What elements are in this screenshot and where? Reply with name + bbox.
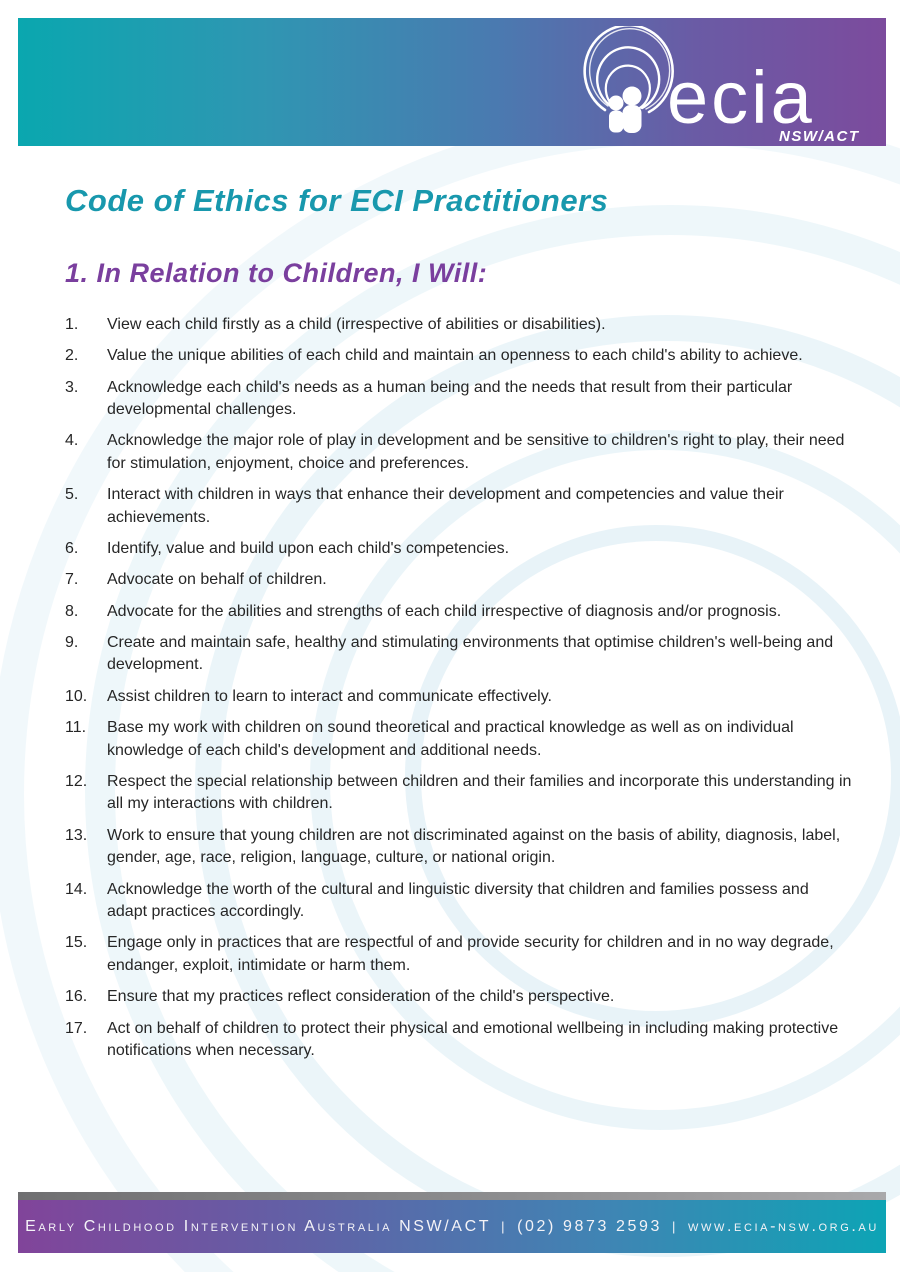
main-content — [0, 146, 900, 1062]
list-item — [65, 314, 855, 336]
list-item-text: Acknowledge the major role of play in development and be sensitive to children's right to play, their need for stimulation, enjoyment, choice and preferences. — [107, 432, 845, 472]
list-item-number: 17. — [65, 1019, 88, 1037]
list-item — [65, 1018, 855, 1063]
list-item-number: 5. — [65, 486, 79, 504]
list-item-text: Acknowledge the worth of the cultural and linguistic diversity that children and families possess and adapt practices accordingly. — [107, 880, 809, 920]
list-item-number: 15. — [65, 934, 88, 952]
footer-website: www.ecia-nsw.org.au — [688, 1217, 879, 1235]
list-item — [65, 601, 855, 623]
list-item-text: View each child firstly as a child (irrespective of abilities or disabilities). — [107, 315, 606, 333]
list-item-text: Advocate for the abilities and strengths of each child irrespective of diagnosis and/or prognosis. — [107, 602, 782, 620]
list-item-number: 4. — [65, 432, 79, 450]
ecia-logo-mark — [572, 26, 872, 146]
list-item-number: 14. — [65, 880, 88, 898]
list-item-text: Respect the special relationship between children and their families and incorporate this understanding in all my interactions with children. — [107, 773, 852, 813]
list-item-number: 12. — [65, 773, 88, 791]
list-item — [65, 430, 855, 475]
list-item-number: 6. — [65, 539, 79, 557]
footer-gray-bar — [18, 1192, 886, 1200]
footer-org-name: Early Childhood Intervention Australia NSW/ACT — [25, 1217, 492, 1235]
brand-wordmark: ecia — [667, 56, 815, 139]
list-item-text: Engage only in practices that are respectful of and provide security for children and in no way degrade, endanger, exploit, intimidate or harm them. — [107, 934, 834, 974]
list-item-text: Value the unique abilities of each child and maintain an openness to each child's ability to achieve. — [107, 347, 803, 365]
list-item — [65, 377, 855, 422]
section-heading: 1. In Relation to Children, I Will: — [65, 258, 488, 289]
list-item — [65, 484, 855, 529]
list-item — [65, 686, 855, 708]
list-item-number: 2. — [65, 347, 79, 365]
list-item-number: 9. — [65, 634, 79, 652]
list-item-text: Acknowledge each child's needs as a human being and the needs that result from their particular developmental challenges. — [107, 378, 793, 418]
header-banner — [18, 18, 886, 146]
list-item-number: 7. — [65, 571, 79, 589]
list-item-number: 8. — [65, 602, 79, 620]
list-item — [65, 932, 855, 977]
list-item-number: 16. — [65, 988, 88, 1006]
list-item — [65, 717, 855, 762]
list-item — [65, 771, 855, 816]
footer-separator: | — [501, 1218, 508, 1234]
list-item-text: Act on behalf of children to protect their physical and emotional wellbeing in including making protective notifications when necessary. — [107, 1019, 839, 1059]
list-item-text: Assist children to learn to interact and communicate effectively. — [107, 687, 552, 705]
list-item-text: Ensure that my practices reflect consideration of the child's perspective. — [107, 988, 615, 1006]
parent-child-silhouette-icon — [609, 87, 642, 134]
list-item — [65, 986, 855, 1008]
footer-contact-line — [25, 1218, 879, 1236]
list-item — [65, 825, 855, 870]
ecia-logo — [572, 26, 872, 146]
list-item-text: Work to ensure that young children are not discriminated against on the basis of ability, diagnosis, label, gender, age, race, religion, language, culture, or national origin. — [107, 826, 841, 867]
region-label: NSW/ACT — [779, 128, 860, 145]
list-item-number: 10. — [65, 687, 88, 705]
list-item — [65, 538, 855, 560]
list-item-text: Identify, value and build upon each child's competencies. — [107, 539, 510, 557]
list-item — [65, 879, 855, 924]
list-item — [65, 345, 855, 367]
list-item-number: 1. — [65, 315, 79, 333]
ethics-list — [65, 314, 855, 1063]
list-item-text: Create and maintain safe, healthy and stimulating environments that optimise children's well-being and development. — [107, 634, 834, 674]
list-item-text: Interact with children in ways that enhance their development and competencies and value their achievements. — [107, 486, 784, 526]
footer-separator: | — [672, 1218, 679, 1234]
list-item-number: 11. — [65, 719, 87, 737]
footer-phone: (02) 9873 2593 — [517, 1217, 663, 1235]
page-title: Code of Ethics for ECI Practitioners — [65, 183, 609, 218]
list-item — [65, 632, 855, 677]
list-item-number: 3. — [65, 378, 79, 396]
list-item-text: Base my work with children on sound theoretical and practical knowledge as well as on individual knowledge of each child's development and additional needs. — [107, 719, 794, 759]
list-item-number: 13. — [65, 826, 88, 844]
footer-banner — [18, 1200, 886, 1253]
list-item-text: Advocate on behalf of children. — [107, 571, 327, 589]
list-item — [65, 569, 855, 591]
